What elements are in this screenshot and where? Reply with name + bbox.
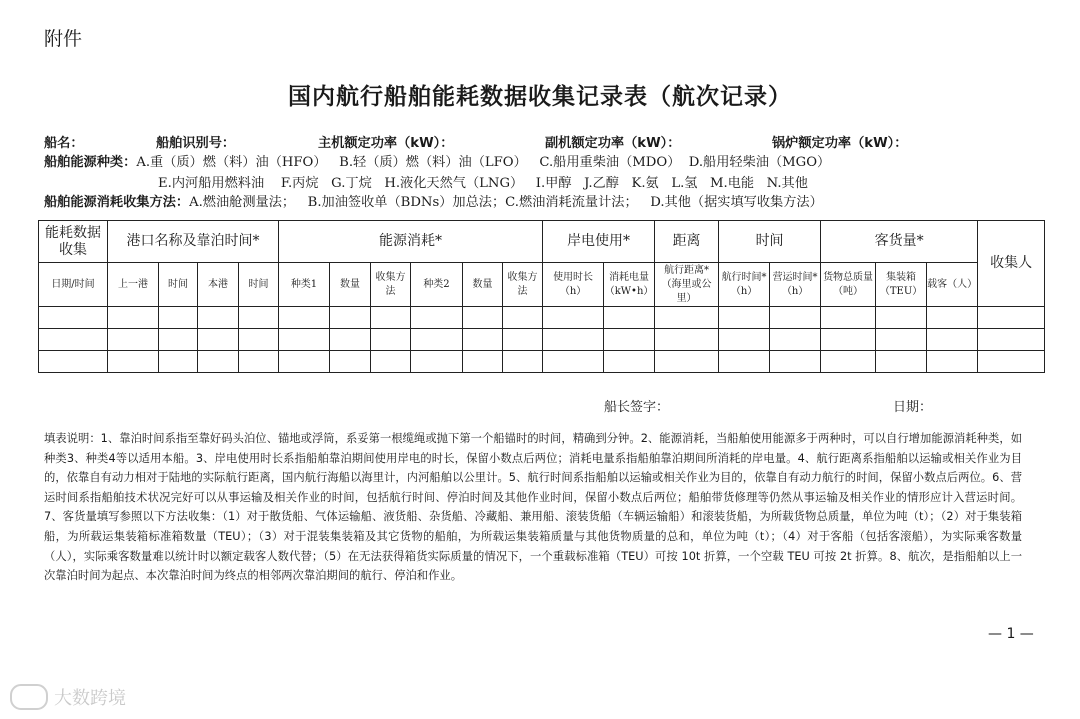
table-cell[interactable] bbox=[604, 351, 655, 373]
table-cell[interactable] bbox=[770, 329, 821, 351]
column-header: 收集方法 bbox=[371, 263, 411, 307]
column-header: 收集方法 bbox=[503, 263, 543, 307]
group-header: 港口名称及靠泊时间* bbox=[108, 221, 279, 263]
table-cell[interactable] bbox=[279, 351, 330, 373]
column-header: 集装箱（TEU） bbox=[876, 263, 927, 307]
table-cell[interactable] bbox=[371, 307, 411, 329]
table-cell[interactable] bbox=[719, 329, 770, 351]
group-header: 能耗数据收集 bbox=[39, 221, 108, 263]
group-header: 客货量* bbox=[821, 221, 978, 263]
attachment-label: 附件 bbox=[44, 28, 83, 50]
group-header: 距离 bbox=[655, 221, 719, 263]
table-cell[interactable] bbox=[39, 351, 108, 373]
table-cell[interactable] bbox=[411, 307, 463, 329]
column-header: 数量 bbox=[330, 263, 371, 307]
table-cell[interactable] bbox=[503, 307, 543, 329]
table-cell[interactable] bbox=[604, 329, 655, 351]
column-header: 载客（人） bbox=[927, 263, 978, 307]
column-header: 消耗电量（kW•h） bbox=[604, 263, 655, 307]
table-cell[interactable] bbox=[978, 351, 1045, 373]
group-header: 岸电使用* bbox=[543, 221, 655, 263]
table-cell[interactable] bbox=[198, 351, 239, 373]
table-cell[interactable] bbox=[770, 307, 821, 329]
boiler-power-label: 锅炉额定功率（kW）： bbox=[772, 136, 908, 151]
table-cell[interactable] bbox=[411, 351, 463, 373]
table-cell[interactable] bbox=[159, 307, 198, 329]
column-header: 种类2 bbox=[411, 263, 463, 307]
table-cell[interactable] bbox=[543, 351, 604, 373]
table-cell[interactable] bbox=[543, 329, 604, 351]
table-cell[interactable] bbox=[463, 351, 503, 373]
table-cell[interactable] bbox=[927, 307, 978, 329]
table-cell[interactable] bbox=[108, 307, 159, 329]
energy-types-line1: A.重（质）燃（料）油（HFO） B.轻（质）燃（料）油（LFO） C.船用重柴油（MDO） D.船用轻柴油（MGO） bbox=[136, 155, 831, 170]
table-row bbox=[39, 351, 1045, 373]
table-cell[interactable] bbox=[604, 307, 655, 329]
table-cell[interactable] bbox=[927, 329, 978, 351]
table-cell[interactable] bbox=[821, 307, 876, 329]
table-cell[interactable] bbox=[159, 329, 198, 351]
column-header: 数量 bbox=[463, 263, 503, 307]
table-cell[interactable] bbox=[463, 307, 503, 329]
group-header: 能源消耗* bbox=[279, 221, 543, 263]
watermark-text: 大数跨境 bbox=[54, 688, 126, 709]
table-cell[interactable] bbox=[330, 307, 371, 329]
table-cell[interactable] bbox=[279, 329, 330, 351]
table-cell[interactable] bbox=[876, 351, 927, 373]
energy-types-row bbox=[44, 153, 1044, 172]
energy-types-label: 船舶能源种类： bbox=[44, 155, 137, 170]
table-cell[interactable] bbox=[719, 307, 770, 329]
column-header: 使用时长（h） bbox=[543, 263, 604, 307]
group-header: 时间 bbox=[719, 221, 821, 263]
table-cell[interactable] bbox=[655, 307, 719, 329]
date-label: 日期： bbox=[893, 400, 933, 415]
table-cell[interactable] bbox=[655, 329, 719, 351]
table-cell[interactable] bbox=[411, 329, 463, 351]
column-header: 货物总质量（吨） bbox=[821, 263, 876, 307]
group-header: 收集人 bbox=[978, 221, 1045, 307]
column-header: 航行时间*（h） bbox=[719, 263, 770, 307]
captain-signature-label: 船长签字： bbox=[604, 400, 670, 415]
page-number: — 1 — bbox=[988, 626, 1034, 642]
table-cell[interactable] bbox=[108, 329, 159, 351]
table-cell[interactable] bbox=[239, 329, 279, 351]
table-cell[interactable] bbox=[198, 307, 239, 329]
column-header: 种类1 bbox=[279, 263, 330, 307]
page-title: 国内航行船舶能耗数据收集记录表（航次记录） bbox=[288, 84, 792, 110]
table-cell[interactable] bbox=[543, 307, 604, 329]
collection-methods-row bbox=[44, 193, 1044, 212]
column-header: 营运时间*（h） bbox=[770, 263, 821, 307]
table-cell[interactable] bbox=[978, 307, 1045, 329]
table-cell[interactable] bbox=[463, 329, 503, 351]
table-cell[interactable] bbox=[239, 307, 279, 329]
table-row bbox=[39, 307, 1045, 329]
table-cell[interactable] bbox=[198, 329, 239, 351]
collection-methods-label: 船舶能源消耗收集方法： bbox=[44, 195, 190, 210]
table-row bbox=[39, 329, 1045, 351]
column-header: 本港 bbox=[198, 263, 239, 307]
table-cell[interactable] bbox=[39, 329, 108, 351]
table-cell[interactable] bbox=[503, 329, 543, 351]
ship-id-label: 船舶识别号： bbox=[156, 136, 236, 151]
table-cell[interactable] bbox=[770, 351, 821, 373]
table-cell[interactable] bbox=[978, 329, 1045, 351]
ship-name-label: 船名： bbox=[44, 136, 84, 151]
aux-engine-power-label: 副机额定功率（kW）： bbox=[545, 136, 681, 151]
voyage-record-table bbox=[38, 220, 1045, 373]
table-cell[interactable] bbox=[719, 351, 770, 373]
table-cell[interactable] bbox=[821, 329, 876, 351]
collection-methods-text: A.燃油舱测量法； B.加油签收单（BDNs）加总法；C.燃油消耗流量计法； D.其他（据实填写收集方法） bbox=[189, 195, 823, 210]
table-cell[interactable] bbox=[108, 351, 159, 373]
watermark bbox=[10, 684, 126, 710]
table-cell[interactable] bbox=[239, 351, 279, 373]
column-header: 日期/时间 bbox=[39, 263, 108, 307]
table-cell[interactable] bbox=[821, 351, 876, 373]
column-header: 上一港 bbox=[108, 263, 159, 307]
column-header: 时间 bbox=[159, 263, 198, 307]
table-cell[interactable] bbox=[279, 307, 330, 329]
table-cell[interactable] bbox=[371, 329, 411, 351]
table-cell[interactable] bbox=[927, 351, 978, 373]
column-header: 时间 bbox=[239, 263, 279, 307]
column-header: 航行距离*（海里或公里） bbox=[655, 263, 719, 307]
table-cell[interactable] bbox=[503, 351, 543, 373]
table-cell[interactable] bbox=[876, 307, 927, 329]
table-cell[interactable] bbox=[330, 329, 371, 351]
watermark-logo-icon bbox=[10, 684, 48, 710]
energy-types-line2: E.内河船用燃料油 F.丙烷 G.丁烷 H.液化天然气（LNG） I.甲醇 J.乙醇 K.氨 L.氢 M.电能 N.其他 bbox=[158, 176, 808, 191]
main-engine-power-label: 主机额定功率（kW）： bbox=[318, 136, 454, 151]
table-cell[interactable] bbox=[371, 351, 411, 373]
table-cell[interactable] bbox=[655, 351, 719, 373]
table-cell[interactable] bbox=[159, 351, 198, 373]
table-cell[interactable] bbox=[330, 351, 371, 373]
instructions-text: 填表说明：1、靠泊时间系指至靠好码头泊位、锚地或浮筒，系妥第一根缆绳或抛下第一个船锚时的时间，精确到分钟。2、能源消耗，当船舶使用能源多于两种时，可以自行增加能源消耗种类，如种类3、种类4等以适用本船。3、岸电使用时长系指船舶靠泊期间使用岸电的时长，保留小数点后两位；消耗电量系指船舶靠泊期间所消耗的岸电量。4、航行距离系指船舶以运输或相关作业为目的，依靠自有动力相对于陆地的实际航行距离，国内航行海船以海里计，内河船舶以公里计。5、航行时间系指船舶以运输或相关作业为目的，依靠自有动力航行的时间，保留小数点后两位。6、营运时间系指船舶技术状况完好可以从事运输及相关作业的时间，包括航行时间、停泊时间及其他作业时间，保留小数点后两位；船舶带货修理等仍然从事运输及相关作业的情形应计入营运时间。7、客货量填写参照以下方法收集：（1）对于散货船、气体运输船、液货船、杂货船、冷藏船、兼用船、滚装货船（车辆运输船）和滚装货船，为所载货物总质量，单位为吨（t）；（2）对于集装箱船，为所载运集装箱标准箱数量（TEU）；（3）对于混装集装箱及其它货物的船舶，为所载运集装箱质量与其他货物质量的总和，单位为吨（t）；（4）对于客船（包括客滚船），为实际乘客数量（人），实际乘客数量难以统计时以额定载客人数代替；（5）在无法获得箱货实际质量的情况下，一个重载标准箱（TEU）可按 10t 折算，一个空载 TEU 可按 2t 折算。8、航次，是指船舶以上一次靠泊时间为起点、本次靠泊时间为终点的相邻两次靠泊期间的航行、停泊和作业。 bbox=[44, 432, 1022, 583]
table-cell[interactable] bbox=[876, 329, 927, 351]
table-cell[interactable] bbox=[39, 307, 108, 329]
